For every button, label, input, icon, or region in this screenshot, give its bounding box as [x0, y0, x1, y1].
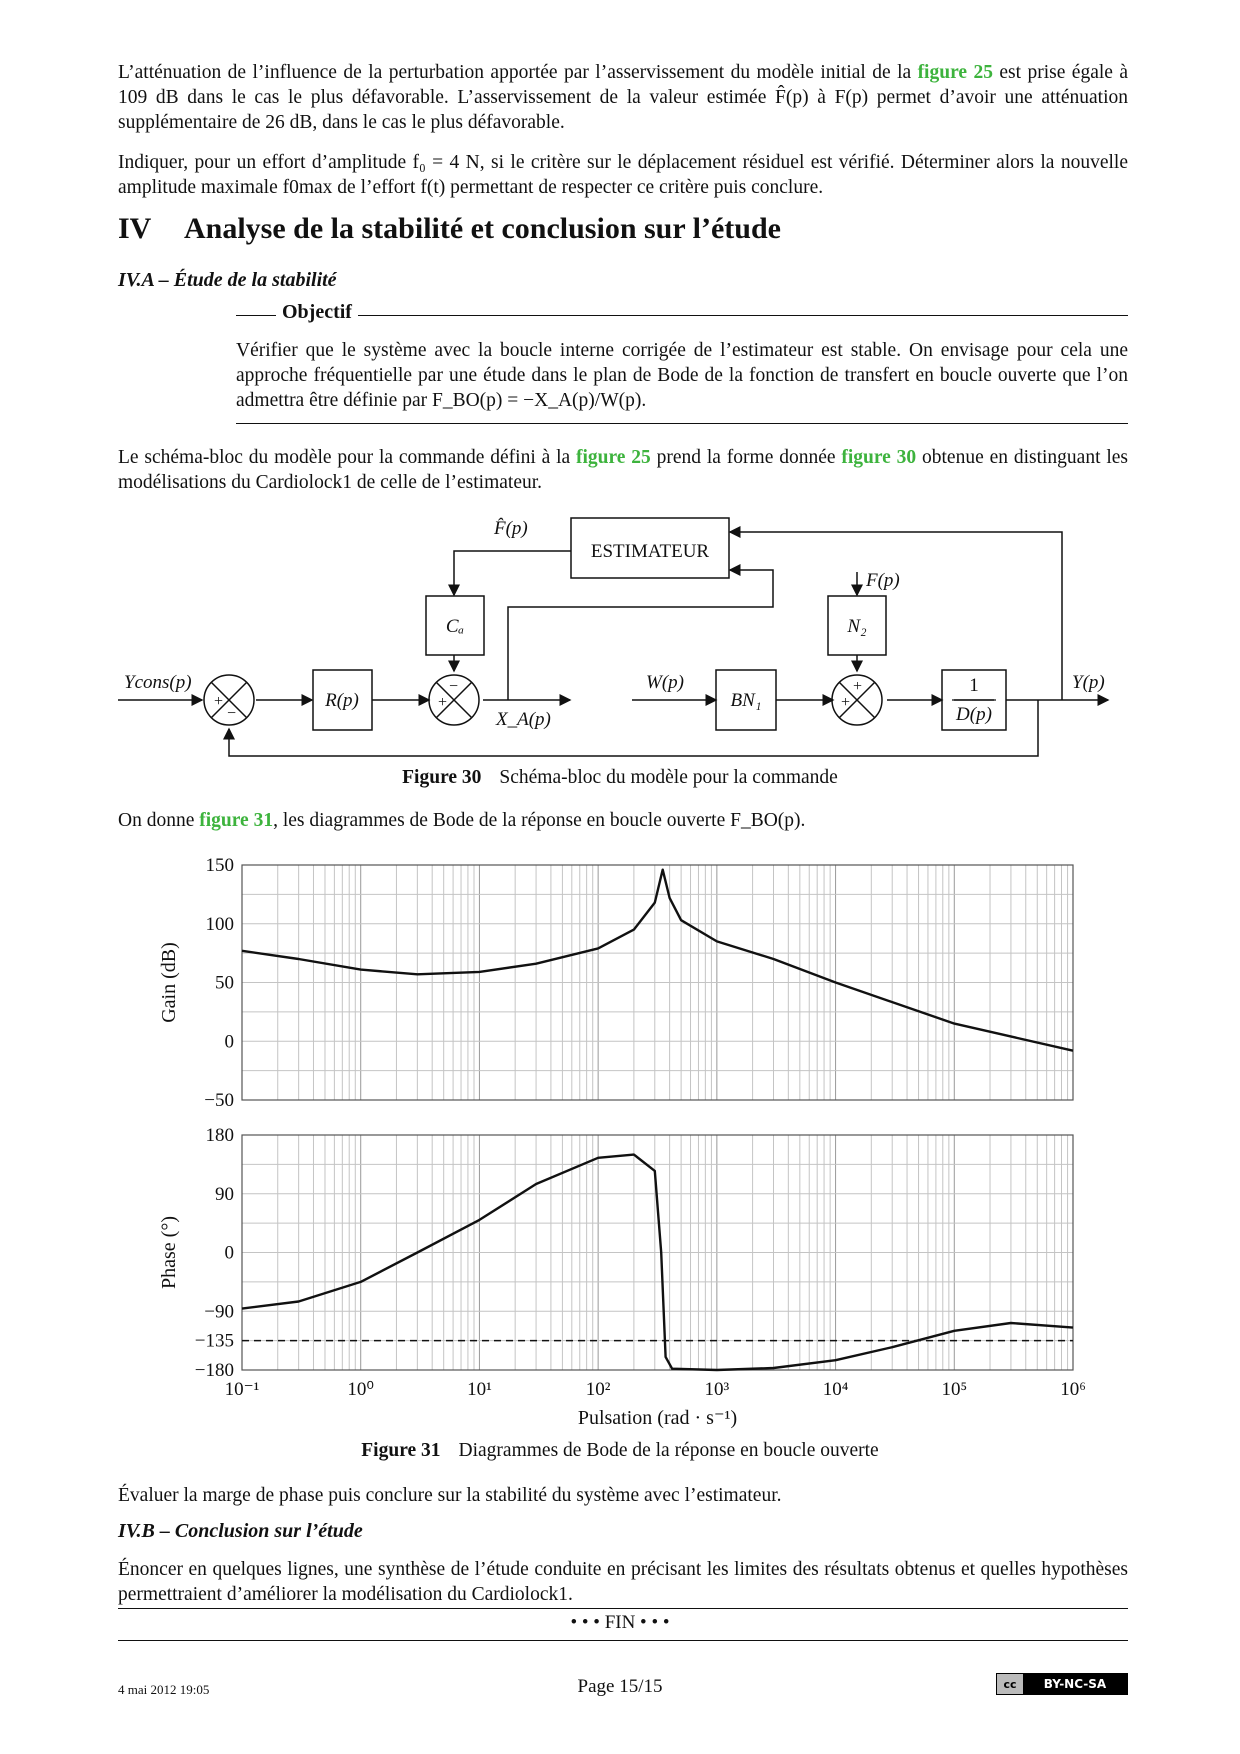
fin-marker: • • • FIN • • •: [570, 1612, 670, 1633]
license-badge: [996, 1673, 1128, 1695]
section-title: IV Analyse de la stabilité et conclusion sur l’étude: [118, 212, 781, 245]
gain-axis-label: Gain (dB): [158, 942, 180, 1023]
x-axis-label: Pulsation (rad · s⁻¹): [577, 1407, 738, 1429]
paragraph-5: Évaluer la marge de phase puis conclure sur la stabilité du système avec l’estimateur.: [118, 1485, 782, 1506]
fp-label: F(p): [866, 570, 900, 591]
y-tick-label: 150: [205, 855, 234, 876]
bn1-label: BN₁: [730, 690, 762, 711]
y-tick-label: −50: [204, 1090, 234, 1111]
block-diagram: [0, 500, 1240, 770]
objective-text: Vérifier que le système avec la boucle interne corrigée de l’estimateur est stable. On envisage pour cela une approche fréquentielle par une étude dans le plan de Bode de la fonction de transfert en boucle ouverte que l’on admettra être définie par F_BO(p) = −X_A(p)/W(p).: [236, 340, 1128, 411]
sign-minus: −: [449, 678, 459, 695]
x-tick-label: 10⁵: [941, 1379, 968, 1400]
y-tick-label: 0: [224, 1242, 234, 1264]
y-label: Y(p): [1072, 672, 1105, 693]
x-tick-label: 10⁶: [1060, 1379, 1086, 1400]
d-denominator: D(p): [956, 704, 992, 725]
estimator-label: ESTIMATEUR: [590, 541, 710, 562]
y-tick-label: 0: [224, 1031, 234, 1053]
subsection-a-title: IV.A – Étude de la stabilité: [118, 269, 337, 291]
phase-curve: [242, 1155, 1073, 1370]
y-tick-label: 50: [215, 972, 234, 994]
x-tick-label: 10⁻¹: [224, 1379, 260, 1400]
ca-label: Cₐ: [445, 616, 465, 637]
x-tick-label: 10¹: [467, 1379, 492, 1400]
divider: [118, 1640, 1128, 1641]
phase-axis-label: Phase (°): [158, 1216, 180, 1289]
sign-plus: +: [853, 678, 863, 695]
paragraph-6: Énoncer en quelques lignes, une synthèse de l’étude conduite en précisant les limites des résultats obtenus et quelles hypothèses permettraient d’améliorer la modélisation du Cardiolock1.: [118, 1559, 1128, 1605]
paragraph-4: On donne figure 31, les diagrammes de Bode de la réponse en boucle ouverte F_BO(p).: [118, 810, 806, 831]
sign-plus: +: [841, 694, 851, 711]
figure-link[interactable]: figure 30: [841, 447, 917, 468]
r-label: R(p): [325, 690, 359, 711]
footer-date: 4 mai 2012 19:05: [118, 1682, 210, 1697]
sign-minus: −: [227, 705, 237, 722]
y-tick-label: −135: [194, 1330, 234, 1352]
y-tick-label: 100: [205, 913, 234, 935]
figure-31-caption: Figure 31 Diagrammes de Bode de la réponse en boucle ouverte: [361, 1440, 879, 1461]
y-tick-label: 180: [205, 1125, 234, 1146]
objective-title: Objectif: [276, 301, 358, 324]
figure-link[interactable]: figure 25: [576, 447, 651, 468]
sign-plus: +: [438, 694, 448, 711]
paragraph-3: Le schéma-bloc du modèle pour la commande défini à la figure 25 prend la forme donnée figure 30 obtenue en distinguant les modélisations du Cardiolock1 de celle de l’estimateur.: [118, 447, 1128, 493]
gain-curve: [242, 870, 1073, 1051]
bode-chart: [0, 850, 1240, 1430]
y-tick-label: −90: [204, 1301, 234, 1323]
x-tick-label: 10⁴: [822, 1379, 849, 1400]
ycons-label: Ycons(p): [124, 672, 192, 693]
figure-link[interactable]: figure 31: [199, 810, 274, 831]
figure-30-caption: Figure 30 Schéma-bloc du modèle pour la commande: [402, 767, 838, 788]
intro-paragraph-1: L’atténuation de l’influence de la perturbation apportée par l’asservissement du modèle initial de la figure 25 est prise égale à 109 dB dans le cas le plus défavorable. L’asservissement de la valeur estimée F̂(p) à F(p) permet d’avoir une atténuation supplémentaire de 26 dB, dans le cas le plus défavorable.: [118, 62, 1128, 133]
y-tick-label: 90: [215, 1183, 234, 1205]
xa-label: X_A(p): [496, 709, 551, 730]
x-tick-label: 10⁰: [347, 1379, 375, 1400]
w-label: W(p): [646, 672, 684, 693]
y-tick-label: −180: [194, 1360, 234, 1381]
figure-link[interactable]: figure 25: [917, 62, 993, 83]
n2-label: N₂: [847, 616, 867, 637]
page-number: Page 15/15: [577, 1676, 663, 1697]
license-text: BY-NC-SA: [1043, 1677, 1107, 1691]
intro-paragraph-2: Indiquer, pour un effort d’amplitude f₀ = 4 N, si le critère sur le déplacement résiduel est vérifié. Déterminer alors la nouvelle amplitude maximale f0max de l’effort f(t) permettant de respecter ce critère puis conclure.: [118, 152, 1128, 198]
x-tick-label: 10²: [585, 1379, 611, 1400]
x-tick-label: 10³: [704, 1379, 730, 1400]
d-numerator: 1: [969, 675, 979, 696]
subsection-b-title: IV.B – Conclusion sur l’étude: [118, 1520, 363, 1542]
cc-icon: cc: [997, 1674, 1023, 1694]
divider: [118, 1608, 1128, 1609]
objective-box: [236, 301, 1128, 424]
sign-plus: +: [214, 693, 224, 710]
fhat-label: F̂(p): [494, 518, 528, 539]
